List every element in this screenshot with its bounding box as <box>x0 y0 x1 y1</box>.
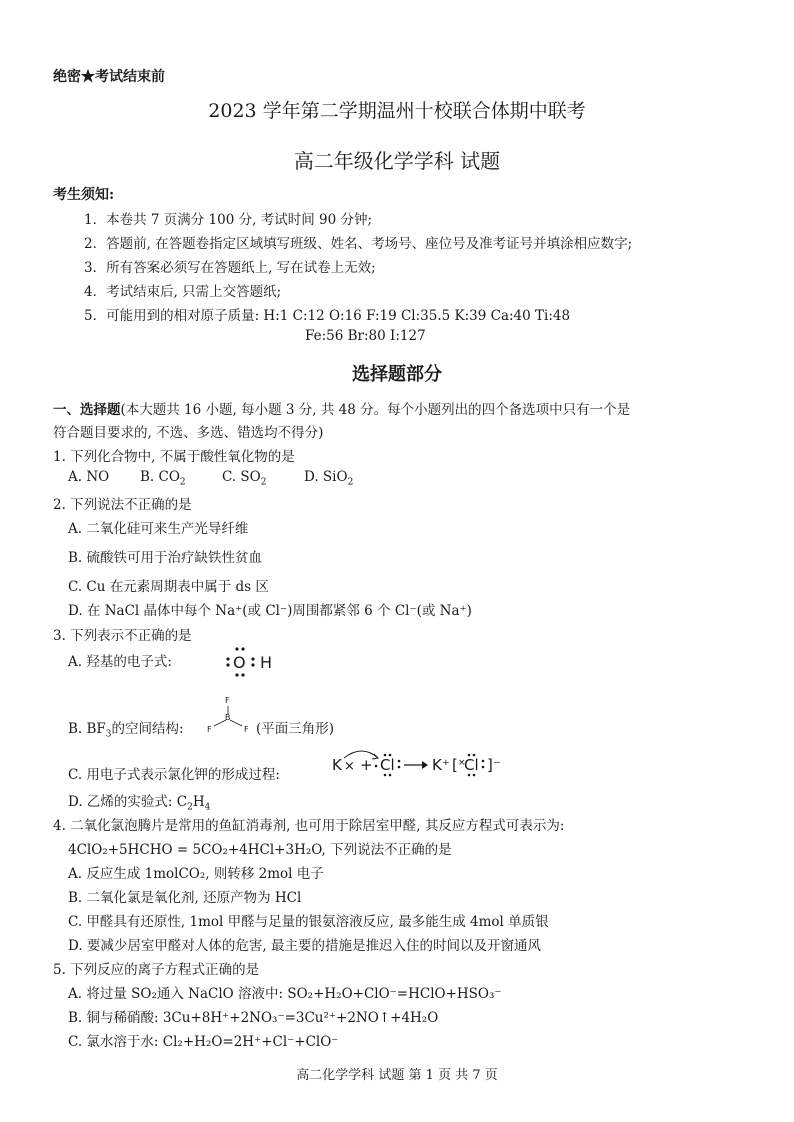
q3-option-c: C. 用电子式表示氯化钾的形成过程: <box>68 767 280 783</box>
notice-item-1: 1．本卷共 7 页满分 100 分, 考试时间 90 分钟; <box>84 212 373 228</box>
notice-item-2: 2．答题前, 在答题卷指定区域填写班级、姓名、考场号、座位号及准考证号并填涂相应数字; <box>84 236 633 252</box>
svg-text:F: F <box>225 696 230 705</box>
exam-subtitle: 高二年级化学学科 试题 <box>293 149 501 173</box>
page-footer: 高二化学学科 试题 第 1 页 共 7 页 <box>296 1068 498 1083</box>
q1-option-c: C. $SO_2$ <box>222 469 267 488</box>
section-intro-bold: 一、选择题 <box>53 402 121 418</box>
q4-equation: 4ClO₂+5HCHO = 5CO₂+4HCl+3H₂O, 下列说法不正确的是 <box>68 842 452 858</box>
q3-option-a: A. 羟基的电子式: <box>68 654 172 670</box>
notice-item-5-cont: Fe:56 Br:80 I:127 <box>305 328 426 344</box>
section-intro-line2: 符合题目要求的, 不选、多选、错选均不得分) <box>53 425 324 441</box>
q5-option-b: B. 铜与稀硝酸: 3Cu+8H⁺+2NO₃⁻=3Cu²⁺+2NO↑+4H₂O <box>68 1010 439 1026</box>
section-intro-rest: (本大题共 16 小题, 每小题 3 分, 共 48 分。每个小题列出的四个备选项中只有一个是 <box>120 402 631 418</box>
q4-option-d: D. 要减少居室甲醛对人体的危害, 最主要的措施是推迟入住的时间以及开窗通风 <box>68 938 542 954</box>
q2-option-b: B. 硫酸铁可用于治疗缺铁性贫血 <box>68 550 263 566</box>
svg-text:×: × <box>344 759 355 774</box>
svg-text:×: × <box>458 758 466 768</box>
kcl-formation-diagram <box>330 744 510 784</box>
q1-stem: 1. 下列化合物中, 不属于酸性氧化物的是 <box>53 449 295 465</box>
hydrogen-atom: H <box>260 653 273 672</box>
q1-option-a: A. NO <box>68 469 110 485</box>
q2-stem: 2. 下列说法不正确的是 <box>53 497 192 513</box>
hydroxyl-electron-formula <box>224 644 284 680</box>
section-intro <box>53 398 630 418</box>
notice-item-3: 3．所有答案必须写在答题纸上, 写在试卷上无效; <box>84 260 376 276</box>
svg-text:F: F <box>207 725 212 734</box>
secret-label: 绝密★考试结束前 <box>53 69 165 85</box>
q1-option-b: B. $CO_2$ <box>140 469 186 488</box>
section-title: 选择题部分 <box>352 364 442 385</box>
svg-text:K: K <box>332 756 342 774</box>
oxygen-atom: O <box>233 653 246 672</box>
svg-text:Cl: Cl <box>380 756 395 774</box>
q5-option-a: A. 将过量 SO₂通入 NaClO 溶液中: SO₂+H₂O+ClO⁻=HClO+HSO₃⁻ <box>68 986 502 1002</box>
svg-text:B: B <box>225 713 231 722</box>
q5-option-c: C. 氯水溶于水: Cl₂+H₂O=2H⁺+Cl⁻+ClO⁻ <box>68 1034 339 1050</box>
q4-option-a: A. 反应生成 1molCO₂, 则转移 2mol 电子 <box>68 866 324 882</box>
svg-text:[: [ <box>452 756 458 774</box>
q3-stem: 3. 下列表示不正确的是 <box>53 628 192 644</box>
q2-option-d: D. 在 NaCl 晶体中每个 Na⁺(或 Cl⁻)周围都紧邻 6 个 Cl⁻(或 Na⁺) <box>68 603 472 619</box>
bf3-structure-diagram <box>196 692 256 734</box>
q5-stem: 5. 下列反应的离子方程式正确的是 <box>53 962 260 978</box>
svg-text:+: + <box>360 756 373 774</box>
notice-item-4: 4．考试结束后, 只需上交答题纸; <box>84 284 282 300</box>
q4-option-b: B. 二氧化氯是氧化剂, 还原产物为 HCl <box>68 890 302 906</box>
q4-stem: 4. 二氧化氯泡腾片是常用的鱼缸消毒剂, 也可用于除居室甲醛, 其反应方程式可表示为: <box>53 818 565 834</box>
svg-text:F: F <box>244 725 249 734</box>
svg-text:Cl: Cl <box>464 756 479 774</box>
q3-option-b-after: (平面三角形) <box>256 721 335 737</box>
notice-heading: 考生须知: <box>53 187 115 203</box>
q1-option-d: D. SiO$_2$ <box>304 469 354 488</box>
notice-item-5: 5．可能用到的相对原子质量: H:1 C:12 O:16 F:19 Cl:35.5 K:39 Ca:40 Ti:48 <box>84 308 571 324</box>
q4-option-c: C. 甲醛具有还原性, 1mol 甲醛与足量的银氨溶液反应, 最多能生成 4mol 单质银 <box>68 914 549 930</box>
exam-title: 2023 学年第二学期温州十校联合体期中联考 <box>208 100 586 122</box>
q3-option-b: B. $BF_3$的空间结构: <box>68 721 184 740</box>
q2-option-c: C. Cu 在元素周期表中属于 ds 区 <box>68 579 269 595</box>
q3-option-d: D. 乙烯的实验式: $C_2H_4$ <box>68 794 211 813</box>
svg-text:]⁻: ]⁻ <box>487 756 501 774</box>
svg-text:K⁺: K⁺ <box>432 756 450 774</box>
q2-option-a: A. 二氧化硅可来生产光导纤维 <box>68 521 249 537</box>
